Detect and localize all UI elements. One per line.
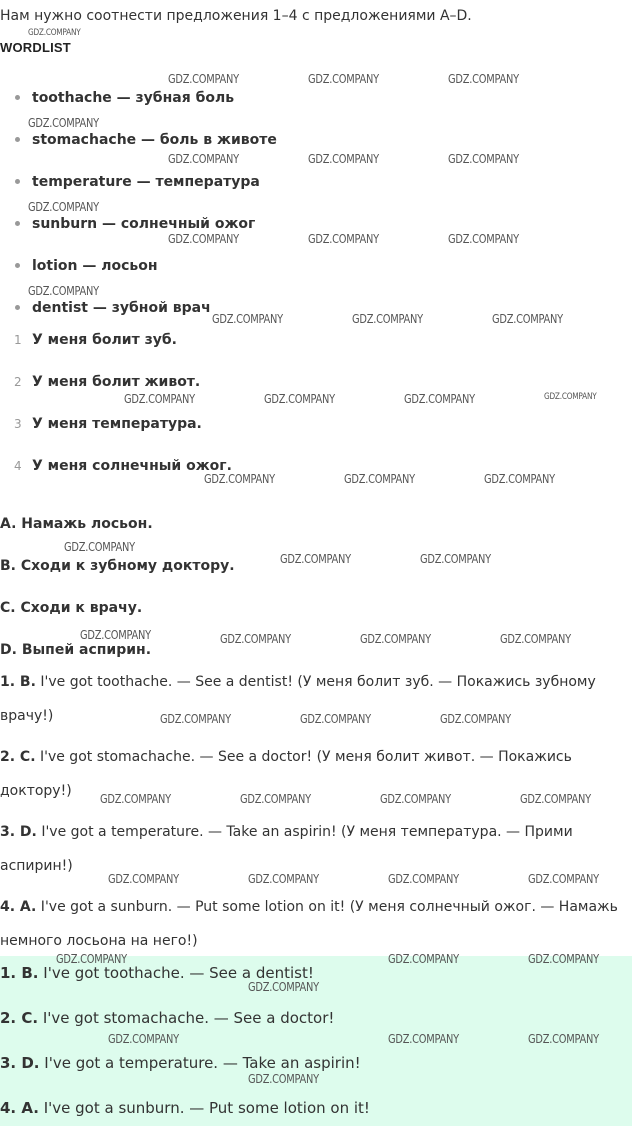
watermark: GDZ.COMPANY <box>168 152 239 166</box>
watermark: GDZ.COMPANY <box>500 632 571 646</box>
watermark: GDZ.COMPANY <box>248 1072 319 1086</box>
watermark: GDZ.COMPANY <box>484 472 555 486</box>
watermark: GDZ.COMPANY <box>160 712 231 726</box>
watermark: GDZ.COMPANY <box>308 232 379 246</box>
answer-item: 4. A. I've got a sunburn. — Put some lotion on it! (У меня солнечный ожог. — Намажь немного лосьона на него!) <box>0 899 618 949</box>
sentence-item: 3 У меня температура. <box>14 416 202 432</box>
option-item: D. Выпей аспирин. <box>0 642 152 658</box>
bullet-icon <box>15 305 20 310</box>
bullet-icon <box>15 179 20 184</box>
watermark: GDZ.COMPANY <box>528 952 599 966</box>
watermark: GDZ.COMPANY <box>352 312 423 326</box>
watermark: GDZ.COMPANY <box>300 712 371 726</box>
wordlist-heading: WORDLIST <box>0 40 71 55</box>
watermark: GDZ.COMPANY <box>56 952 127 966</box>
wordlist-item: toothache — зубная боль <box>15 90 234 106</box>
watermark: GDZ.COMPANY <box>388 952 459 966</box>
summary-item: 4. A. I've got a sunburn. — Put some lotion on it! <box>0 1099 370 1117</box>
option-item: A. Намажь лосьон. <box>0 516 153 532</box>
watermark: GDZ.COMPANY <box>448 152 519 166</box>
watermark: GDZ.COMPANY <box>344 472 415 486</box>
summary-item: 1. B. I've got toothache. — See a dentist! <box>0 964 314 982</box>
watermark: GDZ.COMPANY <box>168 72 239 86</box>
watermark: GDZ.COMPANY <box>100 792 171 806</box>
watermark: GDZ.COMPANY <box>240 792 311 806</box>
sentence-item: 1 У меня болит зуб. <box>14 332 177 348</box>
wordlist-item: stomachache — боль в животе <box>15 132 277 148</box>
watermark: GDZ.COMPANY <box>280 552 351 566</box>
answer-item: 1. B. I've got toothache. — See a dentist! (У меня болит зуб. — Покажись зубному врачу!) <box>0 674 596 724</box>
watermark: GDZ.COMPANY <box>212 312 283 326</box>
watermark: GDZ.COMPANY <box>80 628 151 642</box>
watermark: GDZ.COMPANY <box>168 232 239 246</box>
task-instruction: Нам нужно соотнести предложения 1–4 с предложениями A–D. <box>0 8 472 24</box>
watermark: GDZ.COMPANY <box>492 312 563 326</box>
bullet-icon <box>15 95 20 100</box>
watermark: GDZ.COMPANY <box>520 792 591 806</box>
watermark: GDZ.COMPANY <box>448 232 519 246</box>
watermark: GDZ.COMPANY <box>64 540 135 554</box>
watermark: GDZ.COMPANY <box>448 72 519 86</box>
summary-item: 3. D. I've got a temperature. — Take an aspirin! <box>0 1054 361 1072</box>
option-item: C. Сходи к врачу. <box>0 600 143 616</box>
watermark: GDZ.COMPANY <box>28 200 99 214</box>
answer-item: 3. D. I've got a temperature. — Take an aspirin! (У меня температура. — Прими аспирин!) <box>0 824 573 874</box>
sentence-item: 2 У меня болит живот. <box>14 374 201 390</box>
watermark: GDZ.COMPANY <box>220 632 291 646</box>
watermark: GDZ.COMPANY <box>248 872 319 886</box>
watermark: GDZ.COMPANY <box>28 116 99 130</box>
watermark: GDZ.COMPANY <box>388 872 459 886</box>
watermark: GDZ.COMPANY <box>28 284 99 298</box>
sentence-item: 4 У меня солнечный ожог. <box>14 458 232 474</box>
wordlist-item: temperature — температура <box>15 174 260 190</box>
watermark: GDZ.COMPANY <box>264 392 335 406</box>
watermark: GDZ.COMPANY <box>404 392 475 406</box>
watermark: GDZ.COMPANY <box>380 792 451 806</box>
watermark: GDZ.COMPANY <box>440 712 511 726</box>
watermark: GDZ.COMPANY <box>528 1032 599 1046</box>
watermark: GDZ.COMPANY <box>360 632 431 646</box>
watermark: GDZ.COMPANY <box>308 72 379 86</box>
summary-item: 2. C. I've got stomachache. — See a doctor! <box>0 1009 335 1027</box>
wordlist-item: dentist — зубной врач <box>15 300 211 316</box>
watermark: GDZ.COMPANY <box>388 1032 459 1046</box>
bullet-icon <box>15 263 20 268</box>
bullet-icon <box>15 221 20 226</box>
watermark: GDZ.COMPANY <box>308 152 379 166</box>
wordlist-item: lotion — лосьон <box>15 258 158 274</box>
watermark: GDZ.COMPANY <box>108 872 179 886</box>
option-item: B. Сходи к зубному доктору. <box>0 558 235 574</box>
watermark: GDZ.COMPANY <box>204 472 275 486</box>
watermark: GDZ.COMPANY <box>124 392 195 406</box>
wordlist-item: sunburn — солнечный ожог <box>15 216 255 232</box>
answer-item: 2. C. I've got stomachache. — See a doctor! (У меня болит живот. — Покажись доктору!) <box>0 749 572 799</box>
watermark: GDZ.COMPANY <box>528 872 599 886</box>
watermark: GDZ.COMPANY <box>108 1032 179 1046</box>
watermark: GDZ.COMPANY <box>544 392 597 402</box>
watermark: GDZ.COMPANY <box>248 980 319 994</box>
watermark: GDZ.COMPANY <box>28 28 81 38</box>
bullet-icon <box>15 137 20 142</box>
watermark: GDZ.COMPANY <box>420 552 491 566</box>
